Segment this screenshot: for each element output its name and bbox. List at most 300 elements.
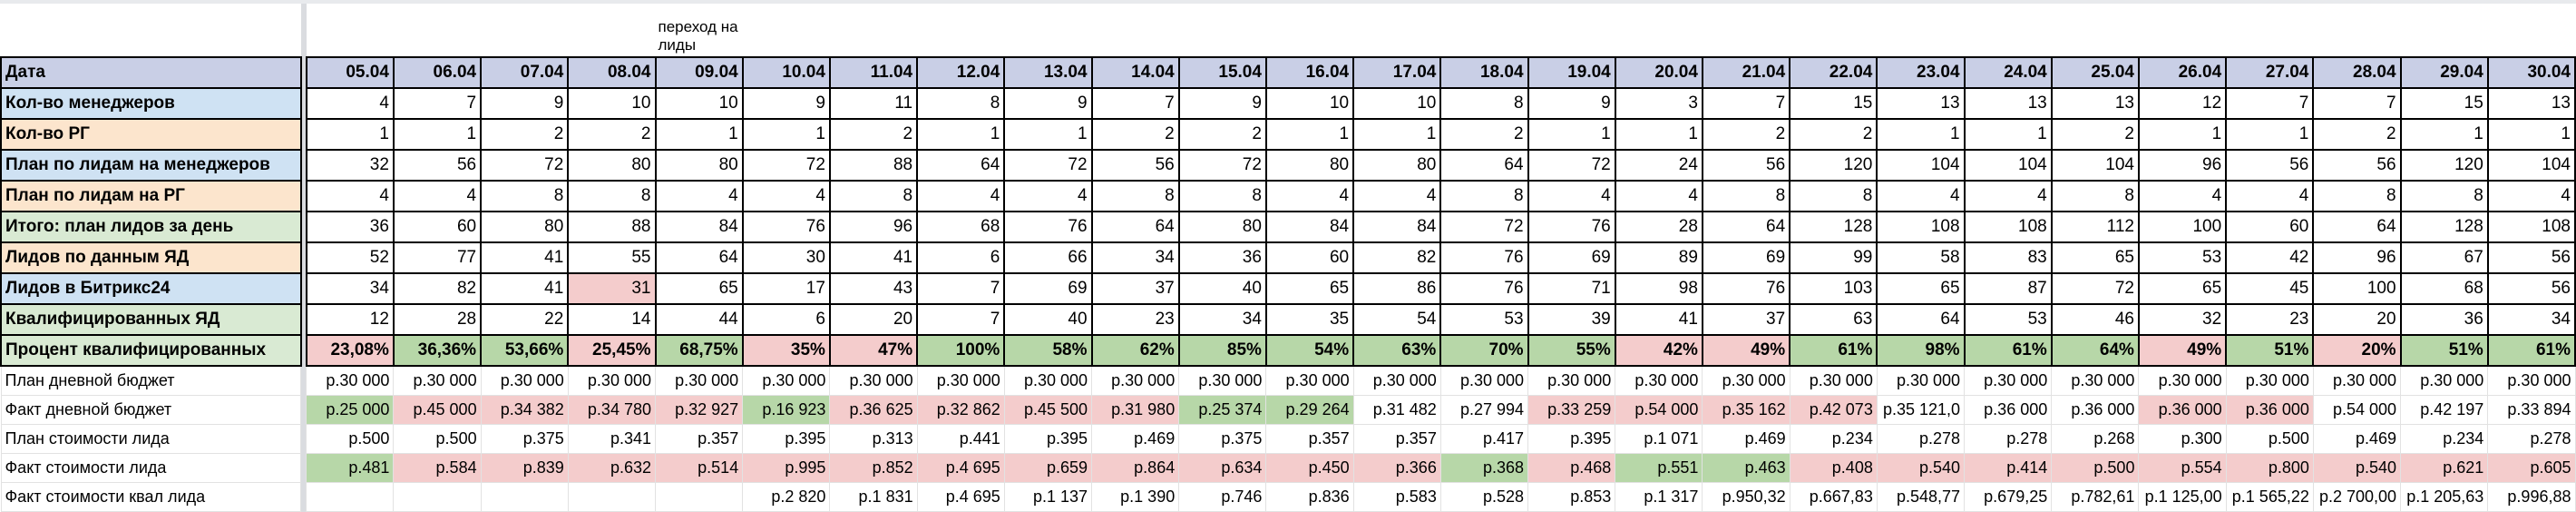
value-cell[interactable]: 80 [1179,212,1266,242]
date-header-cell[interactable]: 11.04 [830,57,917,88]
value-cell[interactable]: 6 [743,304,830,335]
value-cell[interactable]: 8 [481,181,568,212]
budget-cell[interactable]: р.313 [830,425,917,454]
note-cell[interactable] [2401,4,2488,57]
value-cell[interactable]: 20 [2313,304,2400,335]
value-cell[interactable]: 8 [1440,88,1527,119]
percent-cell[interactable]: 23,08% [307,335,394,366]
budget-cell[interactable]: р.30 000 [1179,366,1266,396]
row-label[interactable]: План по лидам на РГ [1,181,301,212]
percent-cell[interactable]: 35% [743,335,830,366]
value-cell[interactable]: 8 [2052,181,2139,212]
date-header-cell[interactable]: 26.04 [2139,57,2226,88]
value-cell[interactable]: 4 [394,181,481,212]
budget-cell[interactable]: р.30 000 [1528,366,1615,396]
value-cell[interactable]: 2 [568,119,655,150]
note-cell[interactable] [1092,4,1179,57]
date-header-cell[interactable]: 09.04 [656,57,743,88]
budget-cell[interactable]: р.30 000 [656,366,743,396]
value-cell[interactable]: 4 [1877,181,1964,212]
value-cell[interactable]: 96 [2313,242,2400,273]
note-cell[interactable] [1615,4,1703,57]
budget-cell[interactable]: р.4 695 [917,483,1004,512]
budget-cell[interactable]: р.54 000 [2313,396,2400,425]
value-cell[interactable]: 100 [2313,273,2400,304]
value-cell[interactable]: 56 [394,150,481,181]
budget-cell[interactable]: р.583 [1353,483,1440,512]
value-cell[interactable]: 1 [1528,119,1615,150]
value-cell[interactable]: 64 [1877,304,1964,335]
budget-cell[interactable]: р.500 [394,425,481,454]
value-cell[interactable]: 80 [656,150,743,181]
budget-cell[interactable]: р.839 [481,454,568,483]
note-cell[interactable] [394,4,481,57]
budget-row-label[interactable]: План стоимости лида [1,425,301,454]
budget-cell[interactable]: р.634 [1179,454,1266,483]
value-cell[interactable]: 31 [568,273,655,304]
value-cell[interactable]: 4 [1004,181,1091,212]
value-cell[interactable]: 4 [1353,181,1440,212]
value-cell[interactable]: 88 [830,150,917,181]
budget-cell[interactable]: р.34 382 [481,396,568,425]
value-cell[interactable]: 108 [1877,212,1964,242]
value-cell[interactable]: 65 [656,273,743,304]
value-cell[interactable]: 52 [307,242,394,273]
value-cell[interactable]: 36 [1179,242,1266,273]
date-header-cell[interactable]: 06.04 [394,57,481,88]
budget-cell[interactable]: р.554 [2139,454,2226,483]
budget-cell[interactable]: р.463 [1703,454,1790,483]
value-cell[interactable]: 12 [307,304,394,335]
note-cell[interactable] [1790,4,1877,57]
note-cell[interactable] [2052,4,2139,57]
value-cell[interactable]: 108 [1965,212,2052,242]
budget-cell[interactable]: р.30 000 [917,366,1004,396]
date-header-cell[interactable]: 23.04 [1877,57,1964,88]
budget-cell[interactable]: р.30 000 [2226,366,2313,396]
date-header-cell[interactable]: 19.04 [1528,57,1615,88]
note-cell[interactable] [1179,4,1266,57]
note-cell[interactable] [1528,4,1615,57]
value-cell[interactable]: 6 [917,242,1004,273]
value-cell[interactable]: 2 [2313,119,2400,150]
value-cell[interactable]: 65 [2139,273,2226,304]
percent-cell[interactable]: 51% [2401,335,2488,366]
date-header-cell[interactable]: 21.04 [1703,57,1790,88]
budget-cell[interactable]: р.300 [2139,425,2226,454]
budget-cell[interactable]: р.1 205,63 [2401,483,2488,512]
budget-cell[interactable]: р.414 [1965,454,2052,483]
date-header-cell[interactable]: 29.04 [2401,57,2488,88]
budget-cell[interactable]: р.2 820 [743,483,830,512]
value-cell[interactable]: 8 [2401,181,2488,212]
value-cell[interactable]: 2 [1790,119,1877,150]
value-cell[interactable]: 23 [2226,304,2313,335]
budget-cell[interactable]: р.36 000 [2139,396,2226,425]
budget-cell[interactable]: р.540 [1877,454,1964,483]
value-cell[interactable]: 71 [1528,273,1615,304]
budget-cell[interactable]: р.30 000 [394,366,481,396]
value-cell[interactable]: 65 [1266,273,1353,304]
value-cell[interactable]: 60 [2226,212,2313,242]
value-cell[interactable]: 20 [830,304,917,335]
value-cell[interactable]: 66 [1004,242,1091,273]
budget-cell[interactable]: р.375 [1179,425,1266,454]
budget-cell[interactable]: р.25 000 [307,396,394,425]
value-cell[interactable]: 76 [1440,273,1527,304]
value-cell[interactable]: 1 [2139,119,2226,150]
value-cell[interactable]: 8 [568,181,655,212]
value-cell[interactable]: 23 [1092,304,1179,335]
budget-cell[interactable]: р.278 [1877,425,1964,454]
budget-cell[interactable]: р.551 [1615,454,1703,483]
value-cell[interactable]: 72 [1179,150,1266,181]
value-cell[interactable]: 4 [656,181,743,212]
percent-cell[interactable]: 61% [1965,335,2052,366]
budget-cell[interactable]: р.30 000 [1877,366,1964,396]
note-row-label-cell[interactable] [1,4,301,57]
value-cell[interactable]: 15 [2401,88,2488,119]
percent-cell[interactable]: 70% [1440,335,1527,366]
value-cell[interactable]: 80 [1266,150,1353,181]
budget-cell[interactable]: р.481 [307,454,394,483]
budget-cell[interactable]: р.234 [1790,425,1877,454]
value-cell[interactable]: 1 [307,119,394,150]
budget-cell[interactable]: р.514 [656,454,743,483]
value-cell[interactable]: 10 [568,88,655,119]
value-cell[interactable]: 128 [1790,212,1877,242]
value-cell[interactable]: 4 [2139,181,2226,212]
value-cell[interactable]: 54 [1353,304,1440,335]
value-cell[interactable]: 9 [1004,88,1091,119]
budget-cell[interactable]: р.278 [1965,425,2052,454]
value-cell[interactable]: 64 [2313,212,2400,242]
value-cell[interactable]: 76 [1528,212,1615,242]
budget-cell[interactable]: р.864 [1092,454,1179,483]
value-cell[interactable]: 58 [1877,242,1964,273]
row-label[interactable]: Лидов по данным ЯД [1,242,301,273]
percent-cell[interactable]: 62% [1092,335,1179,366]
value-cell[interactable]: 56 [2226,150,2313,181]
budget-cell[interactable]: р.1 831 [830,483,917,512]
value-cell[interactable]: 13 [1965,88,2052,119]
value-cell[interactable]: 2 [1179,119,1266,150]
date-header-cell[interactable]: 24.04 [1965,57,2052,88]
budget-cell[interactable]: р.548,77 [1877,483,1964,512]
value-cell[interactable]: 82 [1353,242,1440,273]
budget-cell[interactable]: р.2 700,00 [2313,483,2400,512]
value-cell[interactable]: 8 [1092,181,1179,212]
budget-cell[interactable]: р.30 000 [2401,366,2488,396]
value-cell[interactable]: 104 [2488,150,2575,181]
budget-cell[interactable]: р.366 [1353,454,1440,483]
value-cell[interactable]: 112 [2052,212,2139,242]
value-cell[interactable]: 55 [568,242,655,273]
budget-cell[interactable]: р.1 071 [1615,425,1703,454]
note-cell[interactable] [1266,4,1353,57]
budget-cell[interactable]: р.30 000 [2488,366,2575,396]
budget-cell[interactable]: р.30 000 [743,366,830,396]
budget-cell[interactable]: р.36 000 [1965,396,2052,425]
value-cell[interactable]: 103 [1790,273,1877,304]
value-cell[interactable]: 34 [307,273,394,304]
budget-cell[interactable]: р.395 [1528,425,1615,454]
value-cell[interactable]: 104 [2052,150,2139,181]
value-cell[interactable]: 76 [743,212,830,242]
value-cell[interactable]: 1 [1877,119,1964,150]
budget-cell[interactable]: р.30 000 [1790,366,1877,396]
budget-cell[interactable]: р.278 [2488,425,2575,454]
value-cell[interactable]: 4 [2488,181,2575,212]
budget-cell[interactable] [307,483,394,512]
budget-cell[interactable]: р.836 [1266,483,1353,512]
value-cell[interactable]: 108 [2488,212,2575,242]
note-cell[interactable] [1440,4,1527,57]
percent-cell[interactable]: 61% [2488,335,2575,366]
percent-cell[interactable]: 64% [2052,335,2139,366]
note-cell[interactable] [743,4,830,57]
value-cell[interactable]: 45 [2226,273,2313,304]
budget-cell[interactable]: р.4 695 [917,454,1004,483]
value-cell[interactable]: 128 [2401,212,2488,242]
value-cell[interactable]: 14 [568,304,655,335]
value-cell[interactable]: 34 [1179,304,1266,335]
budget-cell[interactable]: р.469 [1703,425,1790,454]
value-cell[interactable]: 68 [917,212,1004,242]
value-cell[interactable]: 76 [1440,242,1527,273]
value-cell[interactable]: 2 [1703,119,1790,150]
percent-cell[interactable]: 61% [1790,335,1877,366]
budget-cell[interactable]: р.35 121,0 [1877,396,1964,425]
value-cell[interactable]: 7 [1092,88,1179,119]
budget-cell[interactable]: р.852 [830,454,917,483]
value-cell[interactable]: 72 [481,150,568,181]
value-cell[interactable]: 1 [2401,119,2488,150]
budget-cell[interactable]: р.746 [1179,483,1266,512]
value-cell[interactable]: 72 [1440,212,1527,242]
budget-cell[interactable] [394,483,481,512]
percent-cell[interactable]: 49% [2139,335,2226,366]
value-cell[interactable]: 67 [2401,242,2488,273]
date-header-cell[interactable]: 25.04 [2052,57,2139,88]
budget-cell[interactable] [568,483,655,512]
value-cell[interactable]: 1 [394,119,481,150]
budget-cell[interactable]: р.995 [743,454,830,483]
budget-cell[interactable]: р.30 000 [2052,366,2139,396]
value-cell[interactable]: 36 [307,212,394,242]
row-label[interactable]: Лидов в Битрикс24 [1,273,301,304]
budget-cell[interactable]: р.30 000 [2139,366,2226,396]
value-cell[interactable]: 72 [1004,150,1091,181]
note-cell[interactable] [917,4,1004,57]
budget-cell[interactable]: р.375 [481,425,568,454]
value-cell[interactable]: 4 [743,181,830,212]
budget-cell[interactable]: р.468 [1528,454,1615,483]
value-cell[interactable]: 9 [743,88,830,119]
value-cell[interactable]: 86 [1353,273,1440,304]
note-cell[interactable] [307,4,394,57]
budget-cell[interactable]: р.268 [2052,425,2139,454]
budget-row-label[interactable]: Факт стоимости лида [1,454,301,483]
value-cell[interactable]: 53 [1440,304,1527,335]
value-cell[interactable]: 44 [656,304,743,335]
budget-cell[interactable]: р.1 565,22 [2226,483,2313,512]
percent-cell[interactable]: 85% [1179,335,1266,366]
value-cell[interactable]: 4 [307,88,394,119]
value-cell[interactable]: 43 [830,273,917,304]
value-cell[interactable]: 8 [830,181,917,212]
budget-cell[interactable] [481,483,568,512]
budget-cell[interactable]: р.36 625 [830,396,917,425]
budget-cell[interactable]: р.31 482 [1353,396,1440,425]
value-cell[interactable]: 98 [1615,273,1703,304]
date-header-cell[interactable]: 16.04 [1266,57,1353,88]
value-cell[interactable]: 1 [917,119,1004,150]
value-cell[interactable]: 56 [2488,273,2575,304]
budget-cell[interactable]: р.30 000 [1440,366,1527,396]
value-cell[interactable]: 69 [1004,273,1091,304]
percent-cell[interactable]: 54% [1266,335,1353,366]
budget-cell[interactable]: р.27 994 [1440,396,1527,425]
value-cell[interactable]: 87 [1965,273,2052,304]
budget-cell[interactable]: р.30 000 [1353,366,1440,396]
value-cell[interactable]: 11 [830,88,917,119]
value-cell[interactable]: 4 [2226,181,2313,212]
budget-cell[interactable]: р.35 162 [1703,396,1790,425]
budget-cell[interactable]: р.30 000 [2313,366,2400,396]
value-cell[interactable]: 56 [1092,150,1179,181]
value-cell[interactable]: 2 [481,119,568,150]
budget-cell[interactable]: р.42 073 [1790,396,1877,425]
value-cell[interactable]: 80 [568,150,655,181]
percent-cell[interactable]: 63% [1353,335,1440,366]
budget-cell[interactable]: р.996,88 [2488,483,2575,512]
percent-cell[interactable]: 51% [2226,335,2313,366]
value-cell[interactable]: 2 [1440,119,1527,150]
note-cell[interactable] [1004,4,1091,57]
value-cell[interactable]: 15 [1790,88,1877,119]
date-header-cell[interactable]: 22.04 [1790,57,1877,88]
budget-row-label[interactable]: Факт дневной бюджет [1,396,301,425]
value-cell[interactable]: 32 [2139,304,2226,335]
value-cell[interactable]: 1 [1266,119,1353,150]
value-cell[interactable]: 8 [1179,181,1266,212]
value-cell[interactable]: 1 [1353,119,1440,150]
note-cell[interactable] [2226,4,2313,57]
value-cell[interactable]: 99 [1790,242,1877,273]
value-cell[interactable]: 8 [1440,181,1527,212]
budget-cell[interactable]: р.782,61 [2052,483,2139,512]
percent-cell[interactable]: 36,36% [394,335,481,366]
value-cell[interactable]: 4 [1615,181,1703,212]
value-cell[interactable]: 84 [1353,212,1440,242]
value-cell[interactable]: 40 [1179,273,1266,304]
date-header-cell[interactable]: 27.04 [2226,57,2313,88]
value-cell[interactable]: 89 [1615,242,1703,273]
note-cell[interactable] [830,4,917,57]
budget-cell[interactable]: р.25 374 [1179,396,1266,425]
value-cell[interactable]: 1 [2226,119,2313,150]
value-cell[interactable]: 41 [481,273,568,304]
value-cell[interactable]: 39 [1528,304,1615,335]
value-cell[interactable]: 7 [1703,88,1790,119]
date-header-cell[interactable]: 18.04 [1440,57,1527,88]
value-cell[interactable]: 72 [1528,150,1615,181]
budget-cell[interactable]: р.32 862 [917,396,1004,425]
value-cell[interactable]: 37 [1092,273,1179,304]
budget-cell[interactable]: р.357 [1353,425,1440,454]
budget-cell[interactable]: р.540 [2313,454,2400,483]
budget-cell[interactable]: р.621 [2401,454,2488,483]
budget-cell[interactable]: р.368 [1440,454,1527,483]
percent-cell[interactable]: 25,45% [568,335,655,366]
percent-cell[interactable]: 55% [1528,335,1615,366]
value-cell[interactable]: 7 [394,88,481,119]
value-cell[interactable]: 34 [2488,304,2575,335]
percent-cell[interactable]: 53,66% [481,335,568,366]
budget-cell[interactable]: р.659 [1004,454,1091,483]
value-cell[interactable]: 36 [2401,304,2488,335]
date-header-cell[interactable]: 07.04 [481,57,568,88]
value-cell[interactable]: 63 [1790,304,1877,335]
budget-cell[interactable]: р.36 000 [2052,396,2139,425]
value-cell[interactable]: 60 [1266,242,1353,273]
budget-cell[interactable]: р.54 000 [1615,396,1703,425]
value-cell[interactable]: 96 [830,212,917,242]
value-cell[interactable]: 100 [2139,212,2226,242]
value-cell[interactable]: 65 [1877,273,1964,304]
value-cell[interactable]: 7 [917,273,1004,304]
value-cell[interactable]: 2 [2052,119,2139,150]
budget-cell[interactable]: р.45 500 [1004,396,1091,425]
value-cell[interactable]: 4 [1528,181,1615,212]
value-cell[interactable]: 88 [568,212,655,242]
percent-cell[interactable]: 68,75% [656,335,743,366]
date-header-cell[interactable]: 14.04 [1092,57,1179,88]
date-header-cell[interactable]: 05.04 [307,57,394,88]
date-header-cell[interactable]: 17.04 [1353,57,1440,88]
budget-cell[interactable]: р.469 [1092,425,1179,454]
value-cell[interactable]: 13 [1877,88,1964,119]
value-cell[interactable]: 1 [743,119,830,150]
value-cell[interactable]: 72 [2052,273,2139,304]
budget-cell[interactable]: р.341 [568,425,655,454]
note-cell[interactable] [2313,4,2400,57]
value-cell[interactable]: 60 [394,212,481,242]
value-cell[interactable]: 2 [830,119,917,150]
percent-cell[interactable]: 58% [1004,335,1091,366]
budget-cell[interactable]: р.500 [307,425,394,454]
percent-cell[interactable]: 100% [917,335,1004,366]
value-cell[interactable]: 8 [1790,181,1877,212]
budget-row-label[interactable]: Факт стоимости квал лида [1,483,301,512]
value-cell[interactable]: 64 [917,150,1004,181]
budget-cell[interactable]: р.45 000 [394,396,481,425]
value-cell[interactable]: 40 [1004,304,1091,335]
value-cell[interactable]: 64 [1703,212,1790,242]
date-header-cell[interactable]: 20.04 [1615,57,1703,88]
value-cell[interactable]: 2 [1092,119,1179,150]
value-cell[interactable]: 41 [481,242,568,273]
value-cell[interactable]: 80 [481,212,568,242]
value-cell[interactable]: 28 [394,304,481,335]
value-cell[interactable]: 41 [1615,304,1703,335]
budget-cell[interactable]: р.31 980 [1092,396,1179,425]
budget-cell[interactable]: р.30 000 [307,366,394,396]
value-cell[interactable]: 64 [656,242,743,273]
value-cell[interactable]: 37 [1703,304,1790,335]
value-cell[interactable]: 69 [1703,242,1790,273]
